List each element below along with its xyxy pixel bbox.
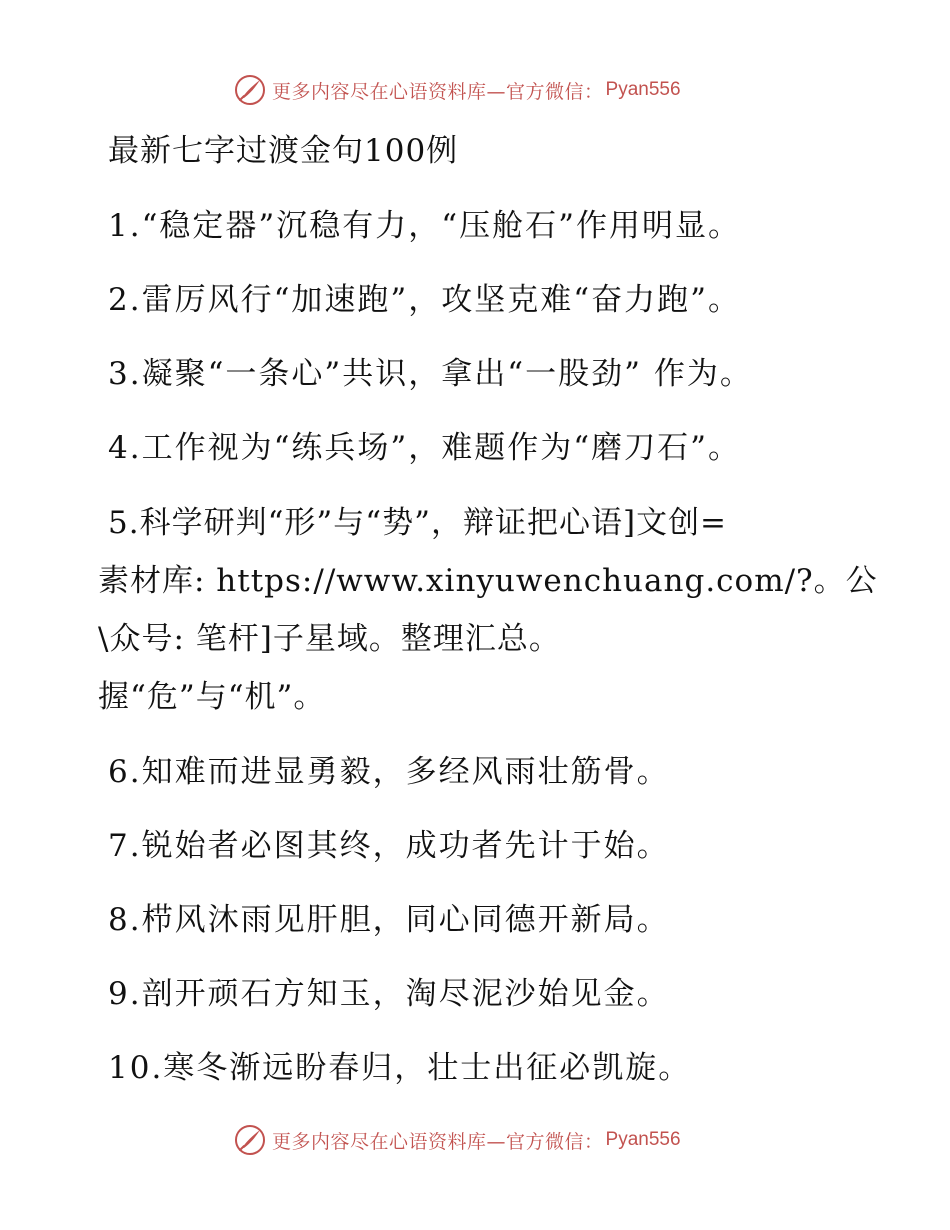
quill-logo-icon	[234, 74, 266, 106]
list-item: 9.剖开顽石方知玉，淘尽泥沙始见金。	[108, 976, 670, 1012]
header-watermark	[234, 72, 681, 108]
watermark-text: 更多内容尽在心语资料库—官方微信：	[272, 80, 604, 103]
list-item-line: 握“危”与“机”。	[98, 679, 326, 715]
footer-watermark	[234, 1122, 681, 1158]
list-item: 10.寒冬渐远盼春归，壮士出征必凯旋。	[108, 1050, 692, 1086]
page-title: 最新七字过渡金句100例	[108, 133, 459, 169]
list-item-line: 5.科学研判“形”与“势”，辩证把心语]文创=	[108, 505, 728, 541]
list-item: 6.知难而进显勇毅，多经风雨壮筋骨。	[108, 754, 670, 790]
watermark-wechat-id: Pyan556	[605, 1129, 681, 1150]
quill-logo-icon	[234, 1124, 266, 1156]
list-item: 8.栉风沐雨见肝胆，同心同德开新局。	[108, 902, 670, 938]
list-item: 4.工作视为“练兵场”，难题作为“磨刀石”。	[108, 430, 741, 466]
list-item: 2.雷厉风行“加速跑”，攻坚克难“奋力跑”。	[108, 282, 741, 318]
list-item-line: \众号: 笔杆]子星域。整理汇总。	[98, 621, 561, 657]
list-item-line: 素材库: https://www.xinyuwenchuang.com/?。公	[98, 563, 878, 599]
watermark-wechat-id: Pyan556	[605, 79, 681, 100]
list-item: 1.“稳定器”沉稳有力，“压舱石”作用明显。	[108, 208, 741, 244]
watermark-text: 更多内容尽在心语资料库—官方微信：	[272, 1130, 604, 1153]
list-item: 7.锐始者必图其终，成功者先计于始。	[108, 828, 670, 864]
list-item: 3.凝聚“一条心”共识，拿出“一股劲” 作为。	[108, 356, 753, 392]
